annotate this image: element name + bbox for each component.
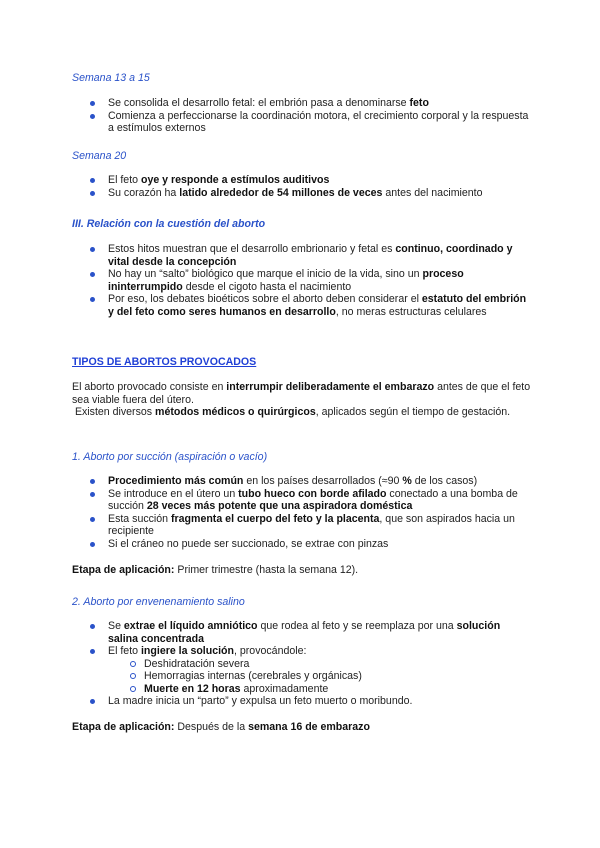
- etapa-aplicacion-succion: Etapa de aplicación: Primer trimestre (hasta la semana 12).: [72, 564, 359, 576]
- bullet-icon: [90, 247, 95, 252]
- bullet-icon: [90, 649, 95, 654]
- heading-semana-13-15: Semana 13 a 15: [72, 72, 150, 84]
- list-item: Si el cráneo no puede ser succionado, se extrae con pinzas: [72, 538, 532, 551]
- circle-bullet-icon: [130, 686, 136, 692]
- sub-list: [108, 658, 532, 696]
- list-item: El feto oye y responde a estímulos auditivos: [72, 174, 532, 187]
- heading-relacion-aborto: III. Relación con la cuestión del aborto: [72, 218, 266, 230]
- list-aborto-salino: [72, 620, 532, 708]
- bullet-icon: [90, 542, 95, 547]
- list-semana-13-15: [72, 97, 532, 135]
- list-item: La madre inicia un “parto” y expulsa un feto muerto o moribundo.: [72, 695, 532, 708]
- heading-aborto-salino: 2. Aborto por envenenamiento salino: [72, 596, 245, 608]
- list-item: Procedimiento más común en los países desarrollados (≈90 % de los casos): [72, 475, 532, 488]
- list-item: No hay un “salto” biológico que marque el inicio de la vida, sino un proceso ininterrumpido desde el cigoto hasta el nacimiento: [72, 268, 532, 293]
- list-item: Comienza a perfeccionarse la coordinación motora, el crecimiento corporal y la respuesta a estímulos externos: [72, 110, 532, 135]
- bullet-icon: [90, 624, 95, 629]
- circle-bullet-icon: [130, 673, 136, 679]
- list-item: Se extrae el líquido amniótico que rodea al feto y se reemplaza por una solución salina concentrada: [72, 620, 532, 645]
- bullet-icon: [90, 492, 95, 497]
- bullet-icon: [90, 479, 95, 484]
- sub-list-item: Deshidratación severa: [108, 658, 532, 671]
- list-item: Por eso, los debates bioéticos sobre el aborto deben considerar el estatuto del embrión y del feto como seres humanos en desarrollo, no meras estructuras celulares: [72, 293, 532, 318]
- list-aborto-succion: [72, 475, 532, 550]
- circle-bullet-icon: [130, 661, 136, 667]
- heading-tipos-abortos: TIPOS DE ABORTOS PROVOCADOS: [72, 356, 257, 368]
- bullet-icon: [90, 699, 95, 704]
- list-item: Esta succión fragmenta el cuerpo del feto y la placenta, que son aspirados hacia un recipiente: [72, 513, 532, 538]
- list-relacion-aborto: [72, 243, 532, 318]
- bullet-icon: [90, 191, 95, 196]
- heading-aborto-succion: 1. Aborto por succión (aspiración o vacío): [72, 451, 268, 463]
- list-item: Se introduce en el útero un tubo hueco con borde afilado conectado a una bomba de succión 28 veces más potente que una aspiradora doméstica: [72, 488, 532, 513]
- list-item: El feto ingiere la solución, provocándole: Deshidratación severa Hemorragias internas (cerebrales y orgánicas) Muerte en 12 horas aproximadamente: [72, 645, 532, 695]
- list-item: Se consolida el desarrollo fetal: el embrión pasa a denominarse feto: [72, 97, 532, 110]
- etapa-aplicacion-salino: Etapa de aplicación: Después de la semana 16 de embarazo: [72, 721, 370, 733]
- bullet-icon: [90, 272, 95, 277]
- sub-list-item: Hemorragias internas (cerebrales y orgánicas): [108, 670, 532, 683]
- bullet-icon: [90, 297, 95, 302]
- paragraph: El aborto provocado consiste en interrumpir deliberadamente el embarazo antes de que el feto sea viable fuera del útero.: [72, 381, 531, 406]
- paragraph: Existen diversos métodos médicos o quirúrgicos, aplicados según el tiempo de gestación.: [72, 406, 511, 418]
- bullet-icon: [90, 517, 95, 522]
- sub-list-item: Muerte en 12 horas aproximadamente: [108, 683, 532, 696]
- list-item: Su corazón ha latido alrededor de 54 millones de veces antes del nacimiento: [72, 187, 532, 200]
- bullet-icon: [90, 101, 95, 106]
- intro-paragraph: [72, 381, 532, 419]
- heading-semana-20: Semana 20: [72, 150, 127, 162]
- bullet-icon: [90, 114, 95, 119]
- list-item: Estos hitos muestran que el desarrollo embrionario y fetal es continuo, coordinado y vital desde la concepción: [72, 243, 532, 268]
- bullet-icon: [90, 178, 95, 183]
- list-semana-20: [72, 174, 532, 199]
